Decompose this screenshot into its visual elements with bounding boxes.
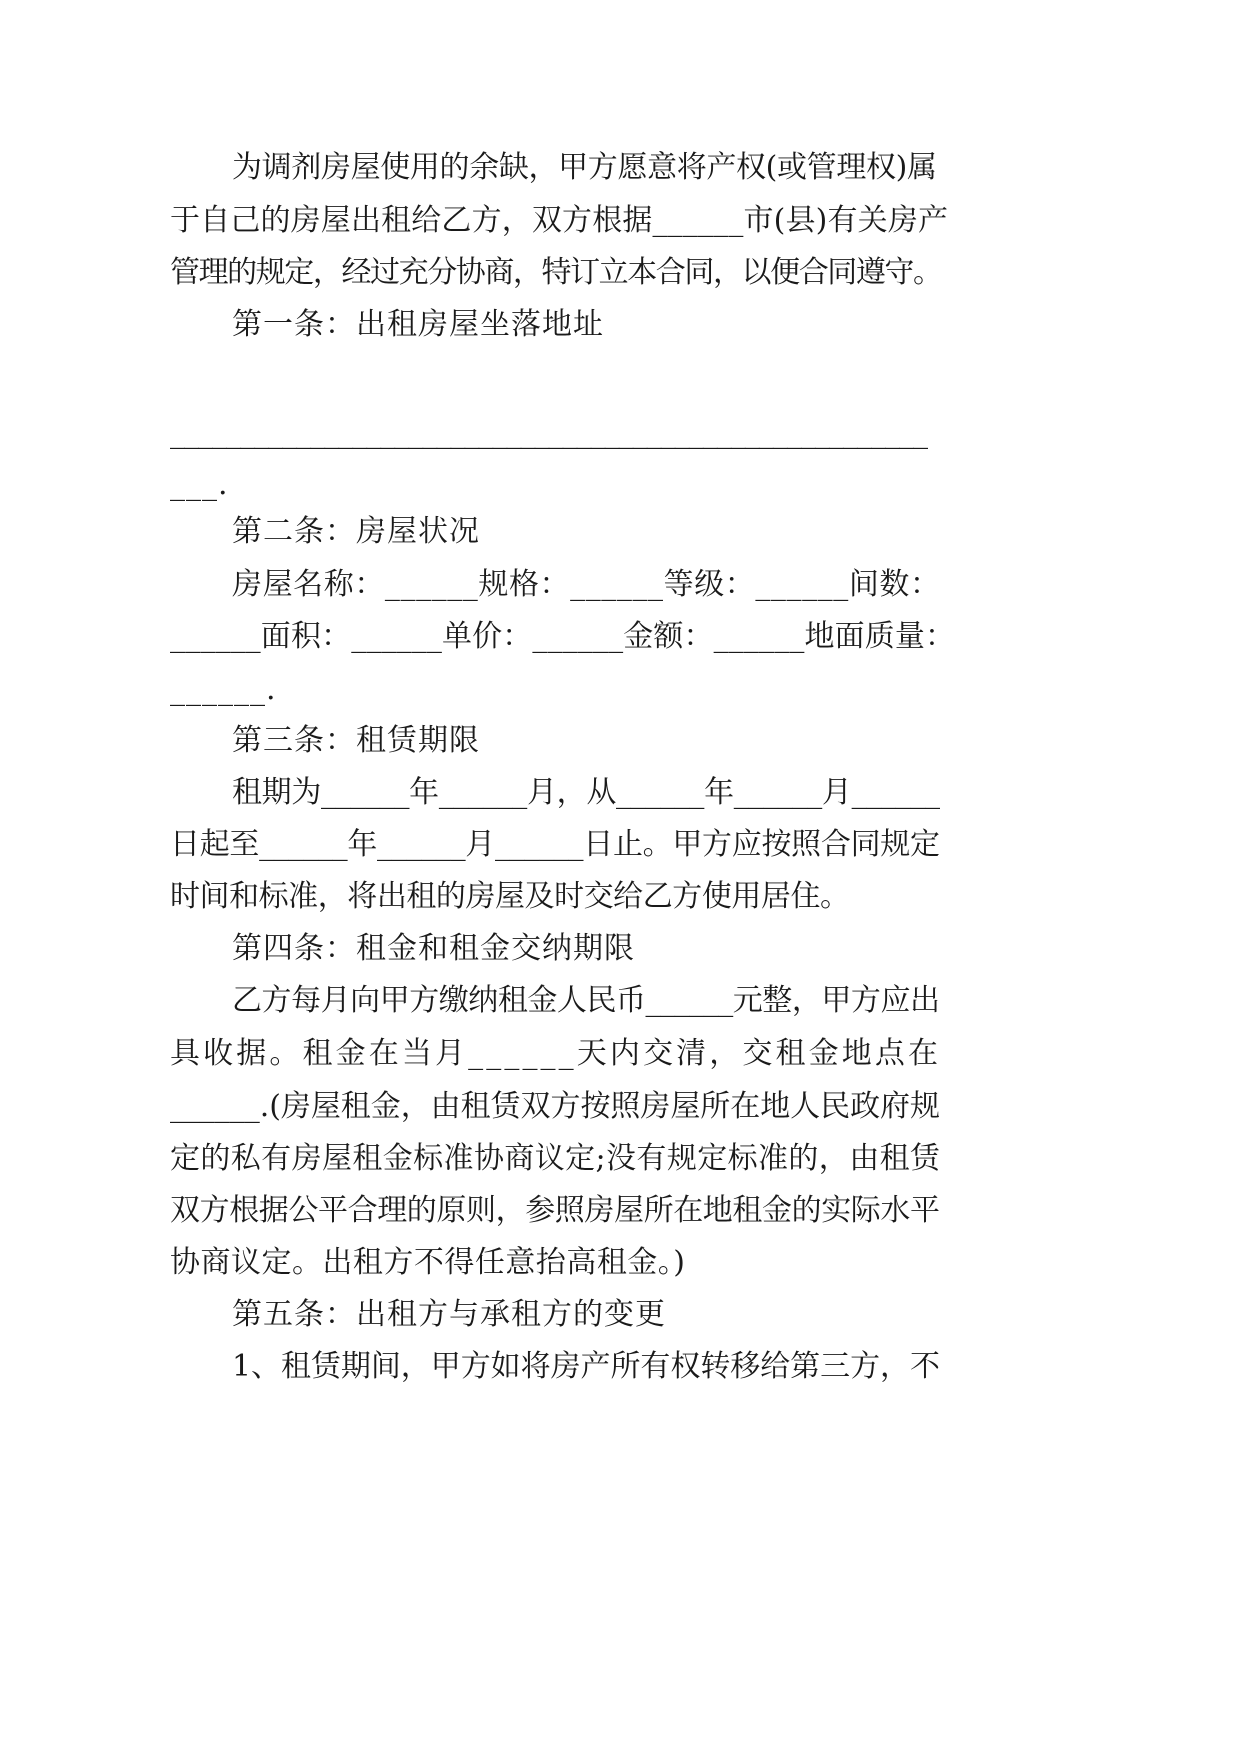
clause-heading: 第一条：出租房屋坐落地址 [232,307,604,342]
clause-heading: 第五条：出租方与承租方的变更 [232,1297,666,1332]
blank-line: ___. [170,467,229,502]
text-line: 租期为______年______月，从______年______月______ [232,775,940,810]
text-line: 定的私有房屋租金标准协商议定;没有规定标准的，由租赁 [170,1141,941,1176]
text-line: ______.(房屋租金，由租赁双方按照房屋所在地人民政府规 [170,1089,940,1124]
text-line: 管理的规定，经过充分协商，特订立本合同，以便合同遵守。 [170,255,942,290]
text-line: 协商议定。出租方不得任意抬高租金。) [170,1245,686,1280]
clause-heading: 第四条：租金和租金交纳期限 [232,931,635,966]
text-line: 具收据。租金在当月______天内交清，交租金地点在 [170,1036,942,1071]
text-line: 房屋名称：______规格：______等级：______间数： [232,567,941,602]
text-line: 双方根据公平合理的原则，参照房屋所在地租金的实际水平 [170,1193,940,1228]
text-line: 1、租赁期间，甲方如将房产所有权转移给第三方，不 [232,1349,940,1384]
blank-line: ______________________________________________________ [170,415,928,450]
text-line: 乙方每月向甲方缴纳租金人民币______元整，甲方应出 [232,983,940,1018]
text-line: 于自己的房屋出租给乙方，双方根据______市(县)有关房产 [170,203,949,238]
text-line: 为调剂房屋使用的余缺，甲方愿意将产权(或管理权)属 [232,150,937,185]
clause-heading: 第二条：房屋状况 [232,514,480,549]
clause-heading: 第三条：租赁期限 [232,723,480,758]
text-line: 时间和标准，将出租的房屋及时交给乙方使用居住。 [170,879,850,914]
text-line: ______面积：______单价：______金额：______地面质量： [170,619,956,654]
text-line: ______. [170,672,277,707]
text-line: 日起至______年______月______日止。甲方应按照合同规定 [170,827,940,862]
